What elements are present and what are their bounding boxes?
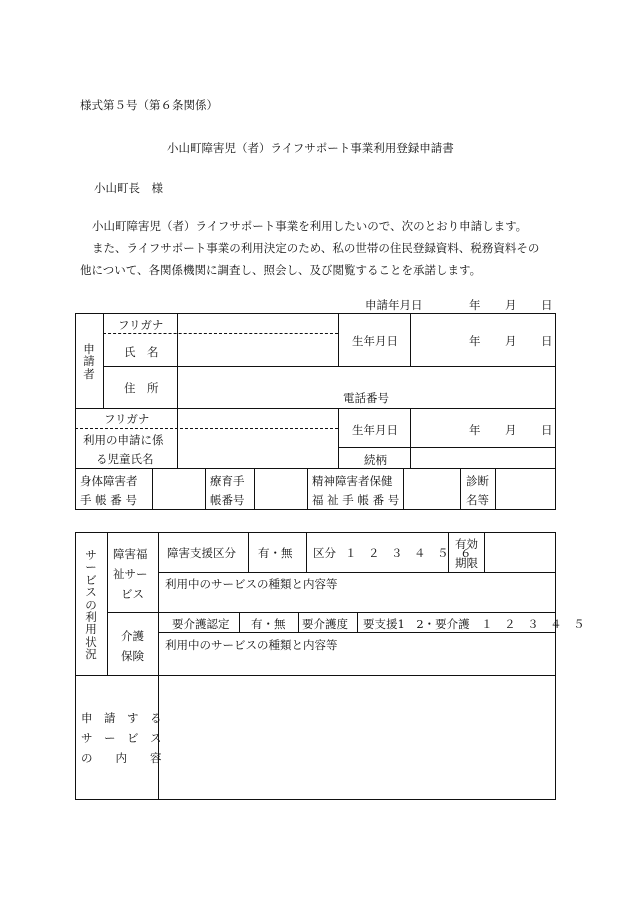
child-furigana-field[interactable] xyxy=(178,409,338,428)
body-text-line1: 小山町障害児（者）ライフサポート事業を利用したいので、次のとおり申請します。 xyxy=(92,219,528,233)
body-text-line3: 他について、各関係機関に調査し、照会し、及び閲覧することを承諾します。 xyxy=(80,263,482,277)
applicant-birthdate-field[interactable] xyxy=(411,314,555,366)
applicant-birthdate-label: 生年月日 xyxy=(352,334,398,348)
diagnosis-label-line1: 診断 xyxy=(466,474,489,488)
requested-services-field[interactable] xyxy=(159,676,555,799)
applicant-furigana-field[interactable] xyxy=(178,314,338,333)
document-title: 小山町障害児（者）ライフサポート事業利用登録申請書 xyxy=(167,141,454,155)
care-cert-yes-no[interactable]: 有・無 xyxy=(251,617,286,631)
applicant-address-label: 住 所 xyxy=(124,381,159,395)
care-in-use-field[interactable] xyxy=(159,653,555,675)
applicant-name-field[interactable] xyxy=(178,334,338,366)
applicant-birth-month: 月 xyxy=(505,334,517,348)
child-name-field[interactable] xyxy=(178,429,338,468)
care-level-values[interactable]: 要支援1 2・要介護 １ ２ ３ ４ ５ xyxy=(363,617,585,631)
physical-handbook-field[interactable] xyxy=(153,469,205,509)
application-date-label: 申請年月日 xyxy=(365,298,423,312)
diagnosis-label-line2: 名等 xyxy=(466,493,489,507)
care-cert-label: 要介護認定 xyxy=(172,617,230,631)
welfare-in-use-label: 利用中のサービスの種類と内容等 xyxy=(165,577,338,591)
requested-services-label-line2: サ ー ビ ス xyxy=(81,731,162,745)
mental-handbook-label-line2: 福 祉 手 帳 番 号 xyxy=(312,493,400,507)
service-status-section-label: サ ー ビ ス の 利 用 状 況 xyxy=(85,548,97,662)
support-class-yes-no[interactable]: 有・無 xyxy=(258,546,293,560)
child-name-label-line2: る児童氏名 xyxy=(96,452,154,466)
applicant-birth-day: 日 xyxy=(541,334,553,348)
child-name-label-line1: 利用の申請に係 xyxy=(83,433,164,447)
care-insurance-label-line2: 保険 xyxy=(121,649,144,663)
child-birth-day: 日 xyxy=(541,423,553,437)
requested-services-label-line1: 申 請 す る xyxy=(81,711,162,725)
addressee: 小山町長 様 xyxy=(94,181,163,195)
welfare-service-label-line3: ビス xyxy=(121,587,144,601)
form-number: 様式第５号（第６条関係） xyxy=(80,98,218,112)
applicant-name-label: 氏 名 xyxy=(124,345,159,359)
care-insurance-label-line1: 介護 xyxy=(121,629,144,643)
valid-period-field[interactable] xyxy=(485,533,555,572)
ryoiku-handbook-label-line1: 療育手 xyxy=(210,474,245,488)
care-level-label: 要介護度 xyxy=(302,617,348,631)
welfare-service-label-line2: 祉サー xyxy=(113,567,148,581)
class-values[interactable]: １ ２ ３ ４ ５ ６ xyxy=(345,546,472,560)
valid-period-label-line2: 期限 xyxy=(455,556,478,570)
diagnosis-field[interactable] xyxy=(496,469,555,509)
applicant-section-label: 申 請 者 xyxy=(83,342,95,381)
application-date-year: 年 xyxy=(469,298,481,312)
physical-handbook-label-line2: 手 帳 番 号 xyxy=(80,493,137,507)
valid-period-label-line1: 有効 xyxy=(455,537,478,551)
support-class-label: 障害支援区分 xyxy=(167,546,236,560)
physical-handbook-label-line1: 身体障害者 xyxy=(80,474,138,488)
applicant-birth-year: 年 xyxy=(469,334,481,348)
ryoiku-handbook-field[interactable] xyxy=(255,469,307,509)
child-relation-label: 続柄 xyxy=(364,453,387,467)
application-date-day: 日 xyxy=(541,298,553,312)
child-birth-month: 月 xyxy=(505,423,517,437)
class-label: 区分 xyxy=(313,546,336,560)
child-furigana-label: フリガナ xyxy=(104,412,150,426)
child-relation-field[interactable] xyxy=(411,448,555,468)
child-birthdate-label: 生年月日 xyxy=(352,423,398,437)
welfare-service-label-line1: 障害福 xyxy=(113,547,148,561)
applicant-phone-label: 電話番号 xyxy=(343,391,389,405)
mental-handbook-field[interactable] xyxy=(404,469,460,509)
requested-services-label-line3: の 内 容 xyxy=(81,751,162,765)
child-birth-year: 年 xyxy=(469,423,481,437)
applicant-furigana-label: フリガナ xyxy=(118,318,164,332)
care-in-use-label: 利用中のサービスの種類と内容等 xyxy=(165,638,338,652)
mental-handbook-label-line1: 精神障害者保健 xyxy=(312,474,393,488)
welfare-in-use-field[interactable] xyxy=(159,592,555,612)
body-text-line2: また、ライフサポート事業の利用決定のため、私の世帯の住民登録資料、税務資料その xyxy=(92,241,540,255)
application-date-month: 月 xyxy=(505,298,517,312)
ryoiku-handbook-label-line2: 帳番号 xyxy=(210,493,245,507)
